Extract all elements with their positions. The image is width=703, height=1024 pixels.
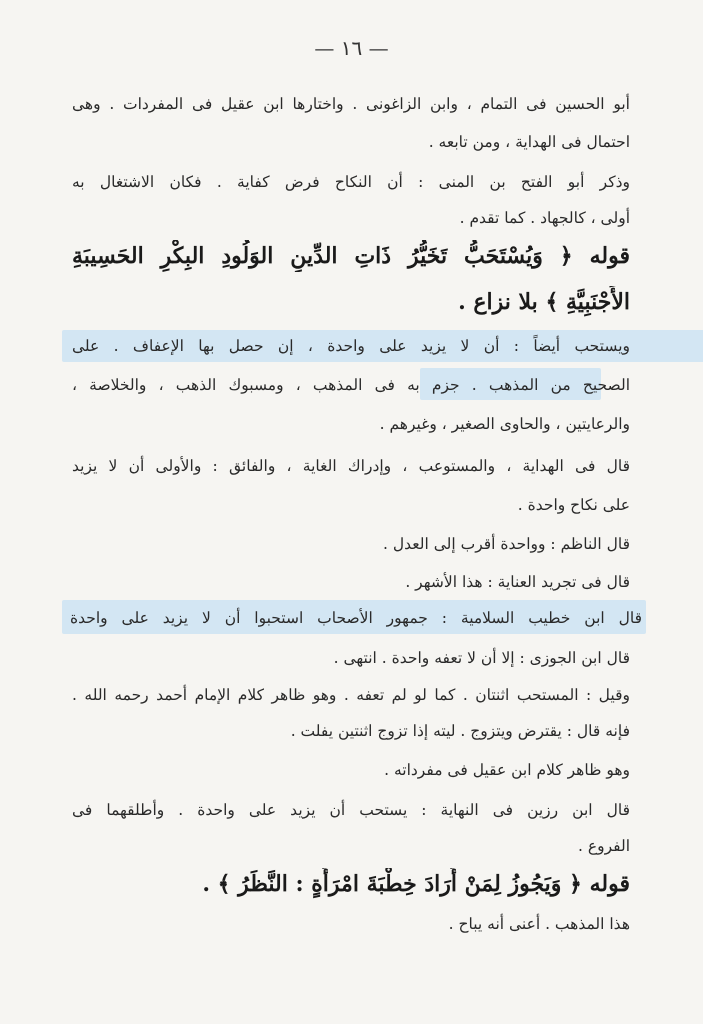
text-line: وقيل : المستحب اثنتان . كما لو لم تعفه . وهو ظاهر كلام الإمام أحمد رحمه الله . bbox=[72, 686, 630, 704]
verse-heading: الأَجْنَبِيَّةِ ﴾ بلا نزاع . bbox=[458, 289, 630, 315]
text-line: هذا المذهب . أعنى أنه يباح . bbox=[448, 915, 630, 933]
verse-heading: قوله ﴿ وَيَجُوزُ لِمَنْ أَرَادَ خِطْبَةَ امْرَأَةٍ : النَّظَرُ ﴾ . bbox=[202, 871, 630, 897]
text-line: قال فى تجريد العناية : هذا الأشهر . bbox=[405, 573, 630, 591]
page-number: — ١٦ — bbox=[314, 36, 389, 60]
text-line: قال الناظم : وواحدة أقرب إلى العدل . bbox=[383, 535, 630, 553]
text-line: احتمال فى الهداية ، ومن تابعه . bbox=[428, 133, 630, 151]
text-line: والرعايتين ، والحاوى الصغير ، وغيرهم . bbox=[379, 415, 630, 433]
text-line: فإنه قال : يقترض ويتزوج . ليته إذا تزوج اثنتين يفلت . bbox=[290, 722, 630, 740]
text-line: قال ابن رزين فى النهاية : يستحب أن يزيد على واحدة . وأطلقهما فى bbox=[72, 801, 630, 819]
text-line: أولى ، كالجهاد . كما تقدم . bbox=[459, 209, 630, 227]
verse-heading: قوله ﴿ وَيُسْتَحَبُّ تَخَيُّرُ ذَاتِ الدِّينِ الوَلُودِ البِكْرِ الحَسِيبَةِ bbox=[72, 243, 630, 269]
text-line: قال فى الهداية ، والمستوعب ، وإدراك الغاية ، والفائق : والأولى أن لا يزيد bbox=[72, 457, 630, 475]
highlighted-text-line: ويستحب أيضاً : أن لا يزيد على واحدة ، إن حصل بها الإعفاف . على bbox=[72, 337, 630, 355]
highlighted-text-line: قال ابن خطيب السلامية : جمهور الأصحاب استحبوا أن لا يزيد على واحدة bbox=[70, 609, 642, 627]
text-line: قال ابن الجوزى : إلا أن لا تعفه واحدة . انتهى . bbox=[333, 649, 630, 667]
text-line: وهو ظاهر كلام ابن عقيل فى مفرداته . bbox=[384, 761, 630, 779]
highlighted-text-line: الصحيح من المذهب . جزم به فى المذهب ، ومسبوك الذهب ، والخلاصة ، bbox=[72, 376, 630, 394]
text-line: وذكر أبو الفتح بن المنى : أن النكاح فرض كفاية . فكان الاشتغال به bbox=[72, 173, 630, 191]
text-line: الفروع . bbox=[577, 837, 630, 855]
text-line: على نكاح واحدة . bbox=[517, 496, 630, 514]
text-line: أبو الحسين فى التمام ، وابن الزاغونى . واختارها ابن عقيل فى المفردات . وهى bbox=[72, 95, 630, 113]
